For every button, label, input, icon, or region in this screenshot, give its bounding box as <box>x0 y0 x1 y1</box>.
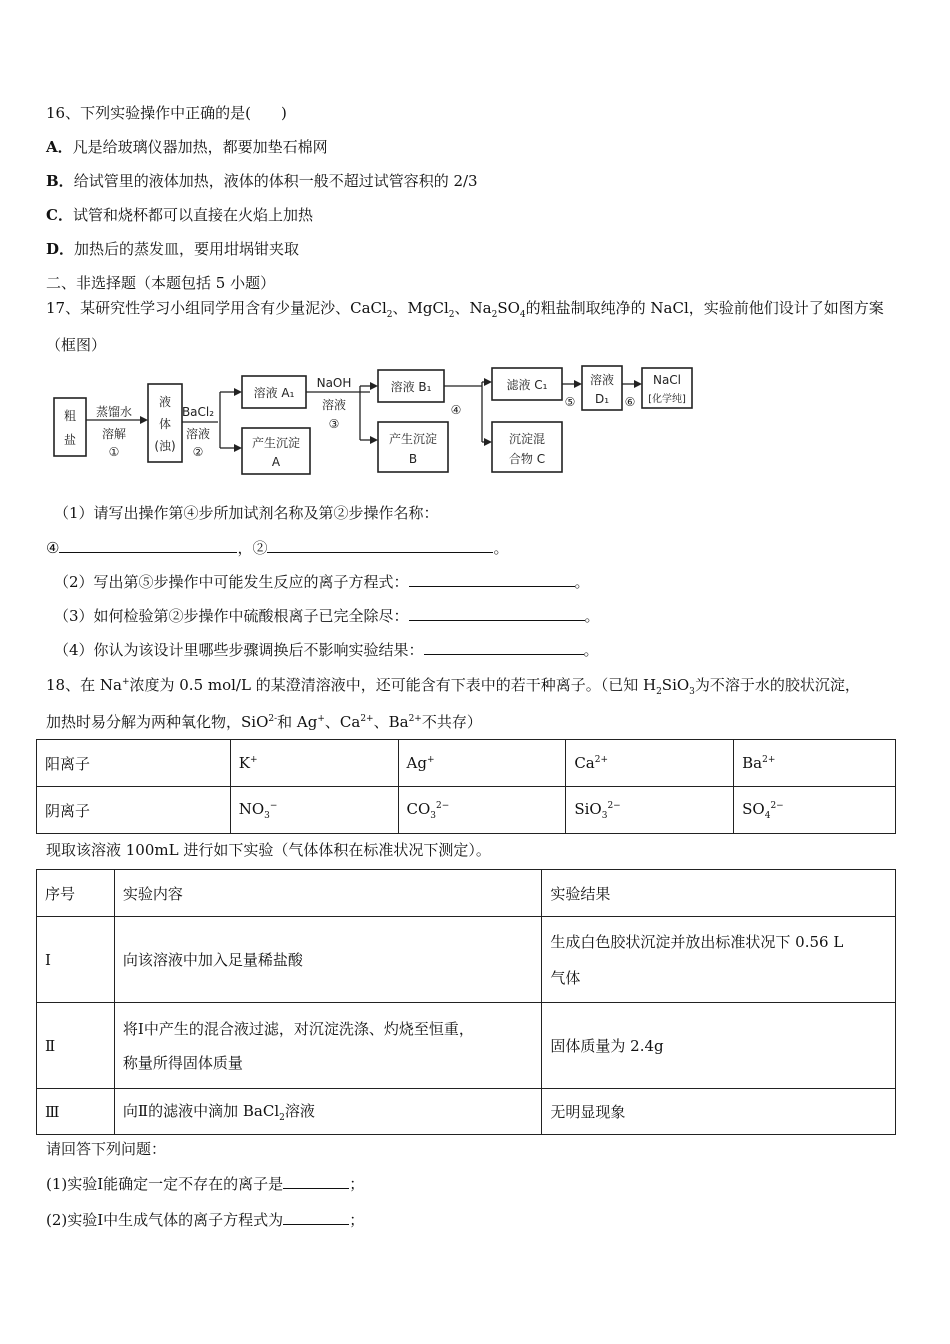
q18-exp-intro: 现取该溶液 100mL 进行如下实验（气体体积在标准状况下测定）。 <box>46 841 491 859</box>
label-nacl-1: NaCl <box>652 373 682 387</box>
label-step2-a: BaCl₂ <box>181 405 215 419</box>
option-label: D． <box>46 240 75 258</box>
label-step2-b: 溶液 <box>185 427 211 441</box>
label-step3-b: 溶液 <box>321 398 347 412</box>
q16-option-d[interactable] <box>46 239 299 259</box>
anion-label: 阴离子 <box>37 787 231 834</box>
q17-stem-cont: （框图） <box>46 336 107 354</box>
flow-diagram <box>48 362 708 482</box>
table-row <box>37 1089 896 1135</box>
answer-blank-p3[interactable] <box>409 604 585 621</box>
label-crude-1: 粗 <box>63 409 77 423</box>
label-prec-b-2: B <box>408 452 418 466</box>
row-result: 固体质量为 2.4g <box>542 1003 896 1089</box>
header-content: 实验内容 <box>114 870 541 917</box>
q17-stem: 17、某研究性学习小组同学用含有少量泥沙、CaCl$_2$、MgCl$_2$、$Na_2SO_4$的粗盐制取纯净的 NaCl，实验前他们设计了如图方案 <box>46 299 884 320</box>
label-prec-b-1: 产生沉淀 <box>388 432 438 446</box>
label-step1-a: 蒸馏水 <box>95 405 133 419</box>
table-header-row <box>37 870 896 917</box>
q16-option-b[interactable] <box>46 171 478 191</box>
row-no: Ⅲ <box>37 1089 115 1135</box>
table-row <box>37 787 896 834</box>
anion-cell: $SO_4^{2-}$ <box>734 787 896 834</box>
section-heading: 二、非选择题（本题包括 5 小题） <box>46 274 276 292</box>
q18-sub2: (2)实验Ⅰ中生成气体的离子方程式为 ； <box>46 1208 364 1230</box>
label-fil-c: 滤液 C₁ <box>506 378 548 392</box>
cation-cell: K+ <box>230 740 398 787</box>
arrowhead-6 <box>634 380 642 388</box>
cation-cell: Ag+ <box>398 740 566 787</box>
answer-blank-p4[interactable] <box>424 638 584 655</box>
arrowhead-2b <box>234 444 242 452</box>
option-text: 凡是给玻璃仪器加热，都要加垫石棉网 <box>72 138 328 156</box>
label-crude-2: 盐 <box>63 433 77 447</box>
label-step6-n: ⑥ <box>624 395 636 409</box>
q16-option-a[interactable] <box>46 137 328 157</box>
ion-table <box>36 739 896 834</box>
option-text: 试管和烧杯都可以直接在火焰上加热 <box>72 206 313 224</box>
option-text: 给试管里的液体加热，液体的体积一般不超过试管容积的 2/3 <box>73 172 478 190</box>
table-row <box>37 917 896 1003</box>
arrowhead-1 <box>140 416 148 424</box>
answer-blank-18-1[interactable] <box>283 1172 349 1189</box>
label-nacl-2: [化学纯] <box>648 394 686 405</box>
option-label: A． <box>46 138 73 156</box>
row-no: Ⅰ <box>37 917 115 1003</box>
cation-label: 阳离子 <box>37 740 231 787</box>
q16-option-c[interactable] <box>46 205 313 225</box>
label-liquid-2: 体 <box>158 417 172 431</box>
q17-part4: （4）你认为该设计里哪些步骤调换后不影响实验结果： 。 <box>54 638 599 660</box>
header-result: 实验结果 <box>542 870 896 917</box>
label-sol-d-1: 溶液 <box>589 373 615 387</box>
label-prec-a-2: A <box>271 455 281 469</box>
label-sol-b: 溶液 B₁ <box>390 380 432 394</box>
arrowhead-2a <box>234 388 242 396</box>
answer-blank-p2[interactable] <box>409 570 575 587</box>
option-label: C． <box>46 206 73 224</box>
q17-part2: （2）写出第⑤步操作中可能发生反应的离子方程式： 。 <box>54 570 590 592</box>
label-prec-c-2: 合物 C <box>508 452 546 466</box>
q17-part3: （3）如何检验第②步操作中硫酸根离子已完全除尽： 。 <box>54 604 600 626</box>
row-content: 向该溶液中加入足量稀盐酸 <box>114 917 541 1003</box>
label-step4-n: ④ <box>450 403 462 417</box>
table-row <box>37 1003 896 1089</box>
label-prec-c-1: 沉淀混 <box>508 432 546 446</box>
anion-cell: SiO$_3^{2-}$ <box>566 787 734 834</box>
cation-cell: $Ca^{2+}$ <box>566 740 734 787</box>
label-step3-n: ③ <box>328 417 340 431</box>
anion-cell: $NO_3^-$ <box>230 787 398 834</box>
q17-part1-answers: ④ ，② 。 <box>46 536 508 558</box>
q16-stem: 16、下列实验操作中正确的是( ) <box>46 104 287 122</box>
answer-blank-2[interactable] <box>267 536 493 553</box>
box-crude-salt <box>54 398 86 456</box>
anion-cell: $CO_3^{2-}$ <box>398 787 566 834</box>
header-no: 序号 <box>37 870 115 917</box>
label-step1-n: ① <box>108 445 120 459</box>
row-content: 将Ⅰ中产生的混合液过滤，对沉淀洗涤、灼烧至恒重， 称量所得固体质量 <box>114 1003 541 1089</box>
label-sol-a: 溶液 A₁ <box>253 386 295 400</box>
label-liquid-3: (浊) <box>154 439 176 453</box>
label-sol-d-2: D₁ <box>594 392 610 406</box>
label-step2-n: ② <box>192 445 204 459</box>
q18-ask: 请回答下列问题： <box>46 1140 167 1158</box>
label-step1-b: 溶解 <box>101 427 127 441</box>
arrowhead-4a <box>484 378 492 386</box>
table-row <box>37 740 896 787</box>
answer-blank-4[interactable] <box>59 536 237 553</box>
answer-blank-18-2[interactable] <box>283 1208 349 1225</box>
q18-stem-1: 18、在 Na+浓度为 0.5 mol/L 的某澄清溶液中，还可能含有下表中的若干种离子。（已知 $H_2SiO_3$为不溶于水的胶状沉淀， <box>46 676 860 697</box>
arrowhead-3a <box>370 382 378 390</box>
label-step5-n: ⑤ <box>564 395 576 409</box>
row-result: 生成白色胶状沉淀并放出标准状况下 0.56 L 气体 <box>542 917 896 1003</box>
q18-sub1: (1)实验Ⅰ能确定一定不存在的离子是 ； <box>46 1172 364 1194</box>
label-liquid-1: 液 <box>158 395 172 409</box>
q17-part1: （1）请写出操作第④步所加试剂名称及第②步操作名称： <box>54 504 439 522</box>
label-prec-a-1: 产生沉淀 <box>251 436 301 450</box>
cation-cell: $Ba^{2+}$ <box>734 740 896 787</box>
row-no: Ⅱ <box>37 1003 115 1089</box>
q18-stem-2: 加热时易分解为两种氧化物，SiO$^{2-}$和 Ag+、$Ca^{2+}$、$Ba^{2+}$不共存） <box>46 713 482 731</box>
arrowhead-5 <box>574 380 582 388</box>
arrowhead-4b <box>484 438 492 446</box>
label-step3-a: NaOH <box>316 376 352 390</box>
option-label: B． <box>46 172 74 190</box>
row-content: 向Ⅱ的滤液中滴加 BaCl$_2$溶液 <box>114 1089 541 1135</box>
experiment-table <box>36 869 896 1135</box>
row-result: 无明显现象 <box>542 1089 896 1135</box>
option-text: 加热后的蒸发皿，要用坩埚钳夹取 <box>74 240 300 258</box>
arrowhead-3b <box>370 436 378 444</box>
